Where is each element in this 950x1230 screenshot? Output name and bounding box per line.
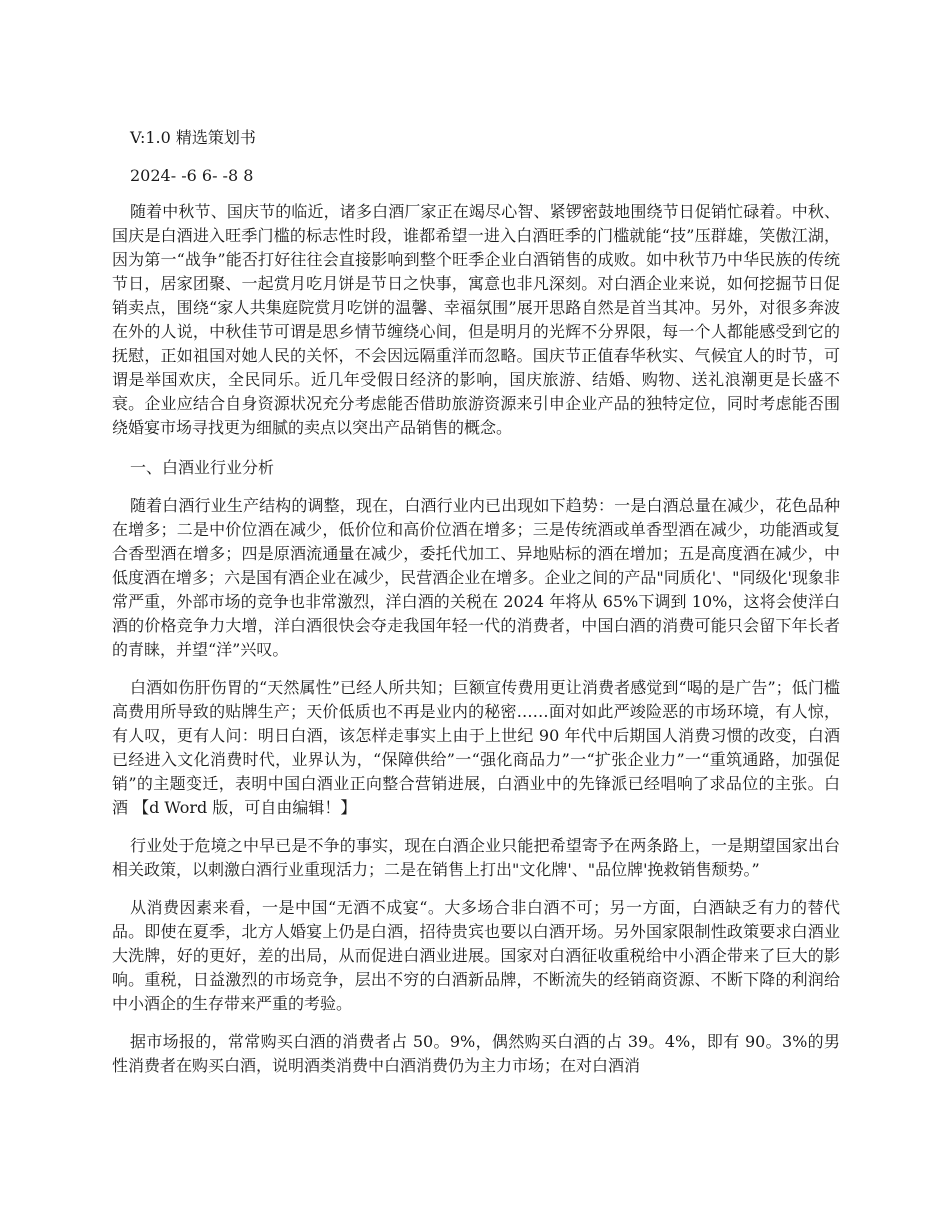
- market-survey-paragraph: 据市场报的，常常购买白酒的消费者占 50。9%，偶然购买白酒的占 39。4%，即有 90。3%的男性消费者在购买白酒，说明酒类消费中白酒消费仍为主力市场；在对白酒消: [112, 1032, 840, 1075]
- industry-trends-paragraph: 随着白酒行业生产结构的调整，现在，白酒行业内已出现如下趋势：一是白酒总量在减少，花色品种在增多；二是中价位酒在减少，低价位和高价位酒在增多；三是传统酒或单香型酒在减少，功能酒或复合香型酒在增多；四是原酒流通量在减少，委托代加工、异地贴标的酒在增加；五是高度酒在减少，中低度酒在增多；六是国有酒企业在减少，民营酒企业在增多。企业之间的产品"同质化'、"同级化'现象非常严重，外部市场的竞争也非常激烈，洋白酒的关税在 2024 年将从 65%下调到 10%，这将会使洋白酒的价格竞争力大增，洋白酒很快会夺走我国年轻一代的消费者，中国白酒的消费可能只会留下年长者的青睐，并望“洋”兴叹。: [112, 496, 840, 659]
- industry-crisis-paragraph: 行业处于危境之中早已是不争的事实，现在白酒企业只能把希望寄予在两条路上，一是期望国家出台相关政策，以刺激白酒行业重现活力；二是在销售上打出"文化牌'、"品位牌'挽救销售颓势。”: [112, 836, 840, 879]
- section-heading: 一、白酒业行业分析: [130, 458, 275, 477]
- version-line: V:1.0 精选策划书: [130, 128, 256, 147]
- intro-paragraph: 随着中秋节、国庆节的临近，诸多白酒厂家正在竭尽心智、紧锣密鼓地围绕节日促销忙碌着。中秋、国庆是白酒进入旺季门槛的标志性时段，谁都希望一进入白酒旺季的门槛就能“技”压群雄，笑傲江湖，因为第一“战争”能否打好往往会直接影响到整个旺季企业白酒销售的成败。如中秋节乃中华民族的传统节日，居家团聚、一起赏月吃月饼是节日之快事，寓意也非凡深刻。对白酒企业来说，如何挖掘节日促销卖点，围绕“家人共集庭院赏月吃饼的温馨、幸福氛围”展开思路自然是首当其冲。另外，对很多奔波在外的人说，中秋佳节可谓是思乡情节缠绕心间，但是明月的光辉不分界限，每一个人都能感受到它的抚慰，正如祖国对她人民的关怀，不会因远隔重洋而忽略。国庆节正值春华秋实、气候宜人的时节，可谓是举国欢庆，全民同乐。近几年受假日经济的影响，国庆旅游、结婚、购物、送礼浪潮更是长盛不衰。企业应结合自身资源状况充分考虑能否借助旅游资源来引申企业产品的独特定位，同时考虑能否围绕婚宴市场寻找更为细腻的卖点以突出产品销售的概念。: [112, 202, 840, 437]
- consumption-factors-paragraph: 从消费因素来看，一是中国“无酒不成宴“。大多场合非白酒不可；另一方面，白酒缺乏有力的替代品。即使在夏季，北方人婚宴上仍是白酒，招待贵宾也要以白酒开场。另外国家限制性政策要求白酒业大洗牌，好的更好，差的出局，从而促进白酒业进展。国家对白酒征收重税给中小酒企带来了巨大的影响。重税，日益激烈的市场竞争，层出不穷的白酒新品牌，不断流失的经销商资源、不断下降的利润给中小酒企的生存带来严重的考验。: [112, 898, 840, 1013]
- document-page: [112, 124, 840, 1092]
- date-line: 2024- -6 6- -8 8: [130, 166, 254, 185]
- market-environment-paragraph: 白酒如伤肝伤胃的“天然属性”已经人所共知；巨额宣传费用更让消费者感觉到“喝的是广告”；低门槛高费用所导致的贴牌生产；天价低质也不再是业内的秘密……面对如此严竣险恶的市场环境，有人惊，有人叹，更有人问：明日白酒，该怎样走事实上由于上世纪 90 年代中后期国人消费习惯的改变，白酒已经进入文化消费时代，业界认为，“保障供给”一“强化商品力”一“扩张企业力”一“重筑通路，加强促销”的主题变迁，表明中国白酒业正向整合营销进展，白酒业中的先锋派已经唱响了求品位的主张。白酒 【d Word 版，可自由编辑！】: [112, 678, 840, 817]
